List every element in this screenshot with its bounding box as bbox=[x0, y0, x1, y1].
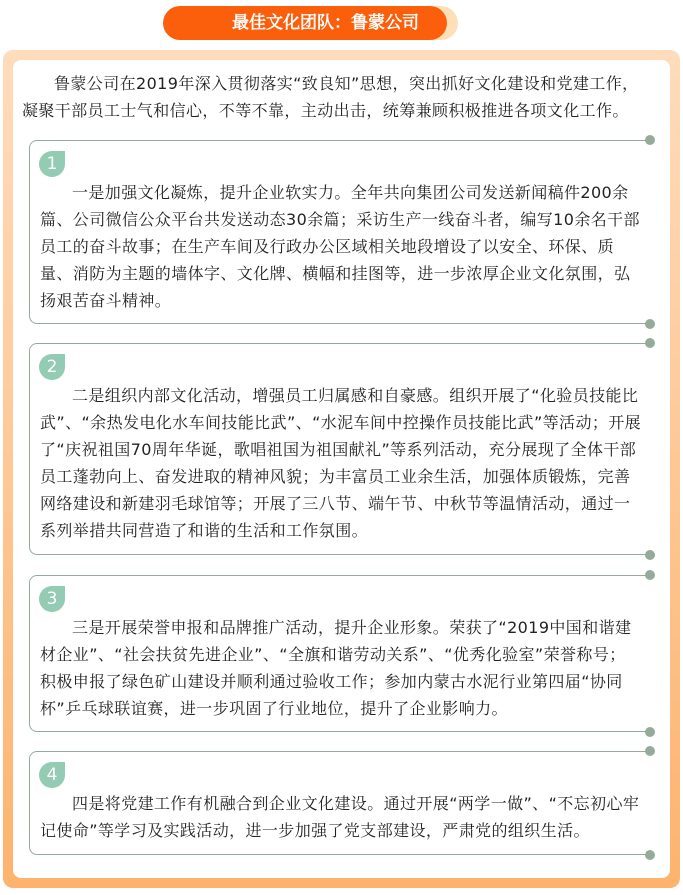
number-badge: 4 bbox=[39, 762, 65, 788]
content-frame bbox=[3, 50, 680, 888]
section-text: 二是组织内部文化活动，增强员工归属感和自豪感。组织开展了“化验员技能比武”、“余热发电化水车间技能比武”、“水泥车间中控操作员技能比武”等活动；开展了“庆祝祖国70周年华诞，歌唱祖国为祖国献礼”等系列活动，充分展现了全体干部员工蓬勃向上、奋发进取的精神风貌；为丰富员工业余生活，加强体质锻炼，完善网络建设和新建羽毛球馆等；开展了三八节、端午节、中秋节等温情活动，通过一系列举措共同营造了和谐的生活和工作氛围。 bbox=[40, 386, 642, 540]
dot-icon bbox=[645, 135, 655, 145]
section-text: 三是开展荣誉申报和品牌推广活动，提升企业形象。荣获了“2019中国和谐建材企业”、“社会扶贫先进企业”、“全旗和谐劳动关系”、“优秀化验室”荣誉称号；积极申报了绿色矿山建设并顺利通过验收工作；参加内蒙古水泥行业第四届“协同杯”乒乓球联谊赛，进一步巩固了行业地位，提升了企业影响力。 bbox=[40, 618, 632, 718]
dot-icon bbox=[645, 319, 655, 329]
section-box-4 bbox=[29, 751, 650, 855]
number-badge: 3 bbox=[39, 586, 65, 612]
dot-icon bbox=[645, 338, 655, 348]
number-badge: 1 bbox=[39, 151, 65, 177]
section-box-1 bbox=[29, 140, 650, 324]
section-text: 四是将党建工作有机融合到企业文化建设。通过开展“两学一做”、“不忘初心牢记使命”等学习及实践活动，进一步加强了党支部建设，严肃党的组织生活。 bbox=[40, 794, 640, 840]
section-box-3 bbox=[29, 575, 650, 732]
dot-icon bbox=[645, 746, 655, 756]
dot-icon bbox=[645, 550, 655, 560]
section-text: 一是加强文化凝炼，提升企业软实力。全年共向集团公司发送新闻稿件200余篇、公司微信公众平台共发送动态30余篇；采访生产一线奋斗者，编写10余名干部员工的奋斗故事；在生产车间及行政办公区域相关地段增设了以安全、环保、质量、消防为主题的墙体字、文化牌、横幅和挂图等，进一步浓厚企业文化氛围，弘扬艰苦奋斗精神。 bbox=[40, 183, 640, 310]
dot-icon bbox=[645, 850, 655, 860]
dot-icon bbox=[645, 570, 655, 580]
intro-paragraph: 鲁蒙公司在2019年深入贯彻落实“致良知”思想，突出抓好文化建设和党建工作，凝聚干部员工士气和信心，不等不靠，主动出击，统筹兼顾积极推进各项文化工作。 bbox=[22, 74, 639, 120]
dot-icon bbox=[645, 727, 655, 737]
title-pill bbox=[163, 6, 447, 40]
title-banner bbox=[163, 6, 458, 40]
page-title: 最佳文化团队：鲁蒙公司 bbox=[232, 13, 419, 33]
section-box-2 bbox=[29, 343, 650, 555]
content-panel bbox=[13, 60, 670, 878]
number-badge: 2 bbox=[39, 354, 65, 380]
